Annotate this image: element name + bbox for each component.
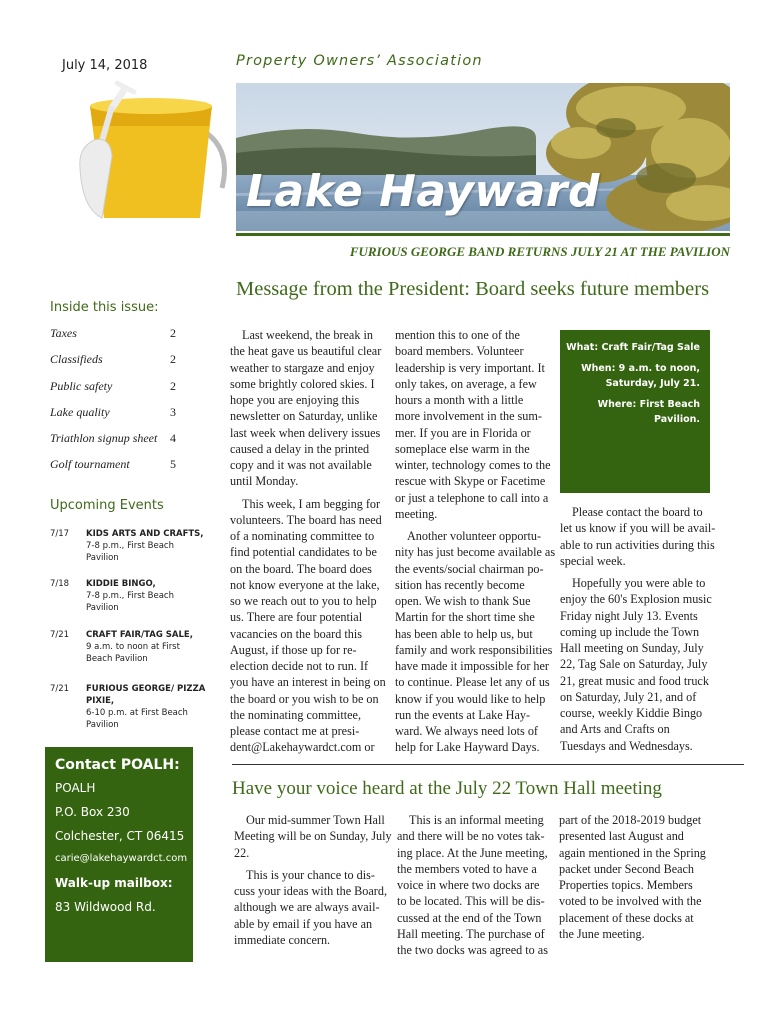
body-text-line: This week, I am begging for: [242, 496, 381, 511]
body-text-line: ward. We always need lots of: [395, 724, 538, 738]
body-text-line: placement of these docks at: [559, 910, 694, 925]
body-text-line: coming up include the Town: [560, 624, 700, 639]
event-detail: 7-8 p.m., First Beach Pavilion: [86, 541, 174, 563]
body-text-line: Hall meeting on Sunday, July: [560, 641, 704, 655]
callout-where: Where: First Beach Pavilion.: [597, 399, 700, 425]
body-text-line: Meeting will be on Sunday, July: [234, 829, 392, 844]
toc-page: 2: [170, 352, 176, 367]
sand-bucket-illustration: [72, 78, 232, 228]
body-text-line: August, if those up for re-: [230, 642, 357, 657]
table-of-contents: [50, 326, 176, 484]
contact-email[interactable]: carie@lakehaywardct.com: [55, 853, 188, 864]
body-text-line: 22, Tag Sale on Saturday, July: [560, 657, 708, 672]
upcoming-events-heading: Upcoming Events: [50, 498, 164, 513]
body-text-line: the events/social chairman po-: [395, 561, 544, 576]
toc-title: Classifieds: [50, 352, 103, 367]
toc-item[interactable]: [50, 379, 176, 405]
body-text-line: rescue with Skype or Facetime: [395, 474, 546, 489]
toc-page: 5: [170, 457, 176, 472]
section-divider: [232, 764, 744, 765]
contact-po-box: P.O. Box 230: [55, 805, 130, 819]
body-text-line: more involvement in the sum-: [395, 409, 542, 424]
contact-box: [45, 747, 193, 962]
body-text-line: part of the 2018-2019 budget: [559, 813, 702, 827]
body-text-line: able to run activities during this: [560, 537, 715, 552]
body-text-line: special week.: [560, 553, 626, 568]
body-text-line: able by email if you have an: [234, 916, 373, 931]
toc-item[interactable]: [50, 326, 176, 352]
body-text-line: board members. Volunteer: [395, 344, 524, 359]
article2-column-3: [559, 812, 719, 942]
body-text-line: election decide not to run. If: [230, 659, 369, 673]
body-text-line: have made it impossible for her: [395, 659, 549, 673]
body-text-line: again mentioned in the Spring: [559, 845, 706, 860]
article-headline: Message from the President: Board seeks future members: [236, 278, 710, 300]
body-text-line: 21, great music and food truck: [560, 673, 709, 688]
event-detail: 6-10 p.m. at First Beach Pavilion: [86, 708, 188, 730]
body-text-line: us. There are four potential: [230, 610, 363, 625]
mailbox-label: Walk-up mailbox:: [55, 876, 173, 890]
body-text-line: Properties topics. Members: [559, 878, 693, 892]
body-text-line: Martin for the short time she: [395, 610, 535, 625]
tagline: FURIOUS GEORGE BAND RETURNS JULY 21 AT THE PAVILION: [349, 244, 730, 259]
body-text-line: not know everyone at the lake,: [230, 577, 380, 592]
callout-what: What: Craft Fair/Tag Sale: [566, 342, 700, 353]
body-text-line: help for Lake Hayward Days.: [395, 740, 540, 755]
callout-when: When: 9 a.m. to noon, Saturday, July 21.: [581, 363, 700, 389]
toc-page: 3: [170, 404, 176, 419]
body-text-line: voted to be involved with the: [559, 894, 702, 909]
body-text-line: volunteers. The board has need: [230, 512, 382, 527]
body-text-line: mer. If you are in Florida or: [395, 425, 531, 440]
body-text-line: Our mid-summer Town Hall: [246, 813, 385, 827]
toc-title: Triathlon signup sheet: [50, 431, 158, 446]
body-text-line: enjoy the 60's Explosion music: [560, 592, 712, 607]
body-text-line: to continue. Please let any of us: [395, 675, 550, 690]
body-text-line: to be located. This will be dis-: [397, 894, 545, 909]
contact-name: POALH: [55, 781, 96, 795]
body-text-line: on Saturday, July 21, and of: [560, 689, 697, 704]
event-title: CRAFT FAIR/TAG SALE,: [86, 630, 193, 640]
body-text-line: course, weekly Kiddie Bingo: [560, 706, 703, 720]
body-text-line: hours a month with a little: [395, 393, 524, 407]
body-text-line: Friday night July 13. Events: [560, 608, 698, 623]
body-text-line: cuss your ideas with the Board,: [234, 884, 387, 898]
body-text-line: Please contact the board to: [572, 505, 703, 519]
event-date: 7/17: [50, 529, 70, 539]
body-text-line: This is an informal meeting: [409, 813, 544, 827]
body-text-line: caused a delay in the printed: [230, 441, 370, 456]
toc-item[interactable]: [50, 352, 176, 378]
association-name: Property Owners’ Association: [236, 53, 483, 69]
body-text-line: vacancies on the board this: [230, 626, 362, 641]
body-text-line: and there will be no votes tak-: [397, 829, 545, 844]
body-text-line: so we reach out to you to help: [230, 594, 377, 608]
contact-heading: Contact POALH:: [55, 757, 180, 773]
masthead-rule: [236, 233, 730, 236]
toc-item[interactable]: [50, 405, 176, 431]
toc-item[interactable]: [50, 457, 176, 483]
body-text-line: sition has recently become: [395, 577, 525, 592]
article2-headline: Have your voice heard at the July 22 Town Hall meeting: [232, 778, 662, 799]
body-text-line: copy and it was not available: [230, 458, 372, 472]
body-text-line: on the board. The board does: [230, 561, 372, 576]
body-text-line: Last weekend, the break in: [242, 328, 373, 342]
event-detail: 7-8 p.m., First Beach Pavilion: [86, 591, 174, 613]
body-text-line: ing place. At the June meeting,: [397, 845, 548, 860]
body-text-line: weather to stargaze and enjoy: [230, 360, 375, 375]
body-text-line: packet under Second Beach: [559, 861, 695, 876]
body-text-line: know if you would like to help: [395, 691, 546, 706]
body-text-line: open. We wish to thank Sue: [395, 594, 531, 608]
body-text-line: although we are always avail-: [234, 900, 380, 915]
toc-page: 4: [170, 431, 176, 446]
body-text-line: mention this to one of the: [395, 328, 520, 342]
mailbox-address: 83 Wildwood Rd.: [55, 900, 156, 914]
event-title: KIDS ARTS AND CRAFTS,: [86, 529, 204, 539]
body-text-line: Tuesdays and Wednesdays.: [560, 738, 693, 753]
event-detail: 9 a.m. to noon at First Beach Pavilion: [86, 642, 180, 664]
body-text-line: voice in where two docks are: [397, 878, 540, 892]
event-date: 7/21: [50, 684, 70, 694]
body-text-line: the nominating committee,: [230, 707, 361, 722]
body-text-line: last week when delivery issues: [230, 425, 381, 440]
toc-title: Taxes: [50, 326, 77, 340]
body-text-line: only takes, on average, a few: [395, 376, 537, 391]
body-text-line: you have an interest in being on: [230, 675, 386, 690]
body-text-line: some brightly colored skies. I: [230, 376, 375, 391]
body-text-line: presented last August and: [559, 829, 684, 844]
contact-city: Colchester, CT 06415: [55, 829, 185, 843]
body-text-line: Hall meeting. The purchase of: [397, 926, 545, 941]
body-text-line: meeting.: [395, 506, 438, 521]
body-text-line: immediate concern.: [234, 932, 331, 947]
event-title: FURIOUS GEORGE/ PIZZA PIXIE,: [86, 684, 206, 706]
article1-column-2: [395, 327, 556, 756]
toc-title: Golf tournament: [50, 457, 130, 472]
body-text-line: please contact me at presi-: [230, 724, 360, 738]
masthead-title: Lake Hayward: [246, 166, 600, 217]
body-text-line: find potential candidates to be: [230, 545, 377, 560]
article2-column-1: [234, 812, 392, 948]
article2-column-2: [397, 812, 555, 958]
inside-issue-heading: Inside this issue:: [50, 300, 159, 315]
body-text-line: 22.: [234, 845, 250, 860]
toc-title: Public safety: [50, 378, 113, 393]
toc-title: Lake quality: [50, 404, 110, 419]
body-text-line: or just a telephone to call into a: [395, 490, 549, 505]
toc-page: 2: [170, 326, 176, 340]
body-text-line: has been able to help us, but: [395, 626, 533, 641]
toc-item[interactable]: [50, 431, 176, 457]
event-title: KIDDIE BINGO,: [86, 579, 156, 589]
body-text-line: This is your chance to dis-: [246, 867, 375, 882]
body-text-line: let us know if you will be avail-: [560, 521, 716, 536]
body-text-line: hope you are enjoying this: [230, 393, 360, 407]
body-text-line: newsletter on Saturday, unlike: [230, 409, 378, 424]
article1-column-1: [230, 327, 385, 756]
toc-page: 2: [170, 378, 176, 393]
event-date: 7/21: [50, 630, 70, 640]
event-callout: [560, 330, 710, 493]
body-text-line: the June meeting.: [559, 926, 645, 941]
body-text-line: Another volunteer opportu-: [407, 529, 542, 543]
issue-date: July 14, 2018: [62, 58, 148, 73]
body-text-line: someplace else warm in the: [395, 441, 530, 456]
body-text-line: of a nominating committee to: [230, 529, 375, 543]
body-text-line: until Monday.: [230, 474, 299, 489]
body-text-line: the members voted to have a: [397, 861, 537, 876]
body-text-line: Hopefully you were able to: [572, 576, 706, 590]
body-text-line: winter, technology comes to the: [395, 458, 551, 472]
body-text-line: the board or you wish to be on: [230, 691, 379, 706]
body-text-line: family and work responsibilities: [395, 642, 553, 657]
body-text-line: dent@Lakehaywardct.com or: [230, 740, 375, 755]
article1-column-3: [560, 504, 720, 754]
body-text-line: run the events at Lake Hay-: [395, 707, 531, 722]
body-text-line: the heat gave us beautiful clear: [230, 344, 382, 359]
body-text-line: cussed at the end of the Town: [397, 910, 542, 925]
body-text-line: leadership is very important. It: [395, 360, 545, 375]
body-text-line: nity has just become available as: [395, 545, 556, 560]
body-text-line: the two docks was agreed to as: [397, 943, 548, 957]
event-date: 7/18: [50, 579, 70, 589]
body-text-line: and Arts and Crafts on: [560, 722, 670, 737]
